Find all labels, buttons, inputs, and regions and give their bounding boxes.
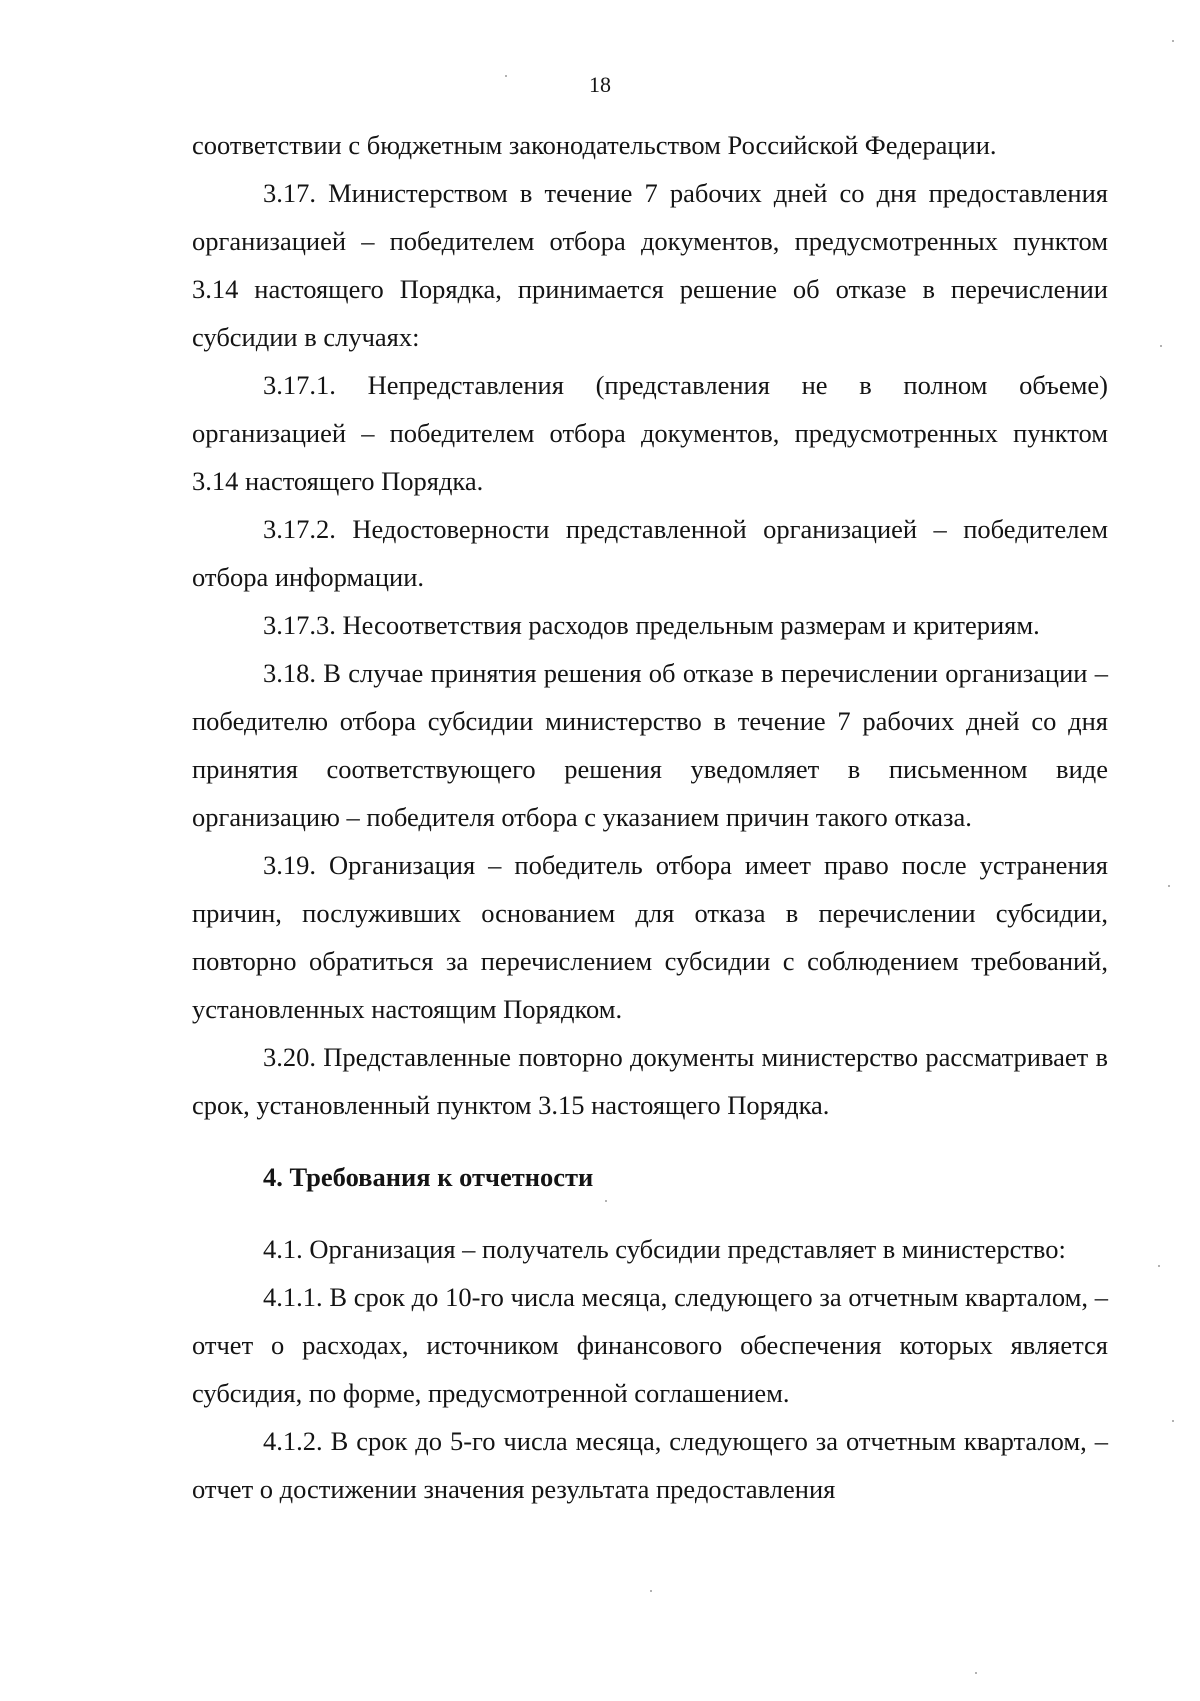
scan-speck xyxy=(605,1200,607,1202)
paragraph-4-1-1: 4.1.1. В срок до 10-го числа месяца, следующего за отчетным кварталом, – отчет о расходах, источником финансового обеспечения которых является субсидия, по форме, предусмотренной соглашением. xyxy=(192,1282,1108,1408)
paragraph-3-19: 3.19. Организация – победитель отбора имеет право после устранения причин, послуживших основанием для отказа в перечислении субсидии, повторно обратиться за перечислением субсидии с соблюдением требований, установленных настоящим Порядком. xyxy=(192,850,1108,1024)
scan-speck xyxy=(1160,345,1162,347)
paragraph-continuation: соответствии с бюджетным законодательством Российской Федерации. xyxy=(192,130,997,160)
scan-speck xyxy=(650,1590,652,1592)
section-heading: 4. Требования к отчетности xyxy=(263,1162,594,1192)
paragraph-3-20: 3.20. Представленные повторно документы министерство рассматривает в срок, установленный пунктом 3.15 настоящего Порядка. xyxy=(192,1042,1108,1120)
paragraph-3-18: 3.18. В случае принятия решения об отказе в перечислении организации – победителю отбора субсидии министерство в течение 7 рабочих дней со дня принятия соответствующего решения уведомляет в письменном виде организацию – победителя отбора с указанием причин такого отказа. xyxy=(192,658,1108,832)
scan-speck xyxy=(1168,885,1170,887)
scan-speck xyxy=(1172,40,1174,42)
paragraph-3-17-2: 3.17.2. Недостоверности представленной организацией – победителем отбора информации. xyxy=(192,514,1108,592)
scan-speck xyxy=(1172,1420,1174,1422)
page-number: 18 xyxy=(589,72,611,97)
scan-speck xyxy=(1158,1265,1160,1267)
document-body xyxy=(192,121,1108,1513)
scan-speck xyxy=(505,75,507,77)
paragraph-3-17-3: 3.17.3. Несоответствия расходов предельным размерам и критериям. xyxy=(263,610,1040,640)
paragraph-4-1-2: 4.1.2. В срок до 5-го числа месяца, следующего за отчетным кварталом, – отчет о достижении значения результата предоставления xyxy=(192,1426,1108,1504)
scan-speck xyxy=(975,1672,977,1674)
paragraph-3-17: 3.17. Министерством в течение 7 рабочих дней со дня предоставления организацией – победителем отбора документов, предусмотренных пунктом 3.14 настоящего Порядка, принимается решение об отказе в перечислении субсидии в случаях: xyxy=(192,178,1108,352)
paragraph-3-17-1: 3.17.1. Непредставления (представления не в полном объеме) организацией – победителем отбора документов, предусмотренных пунктом 3.14 настоящего Порядка. xyxy=(192,370,1108,496)
paragraph-4-1: 4.1. Организация – получатель субсидии представляет в министерство: xyxy=(263,1234,1066,1264)
